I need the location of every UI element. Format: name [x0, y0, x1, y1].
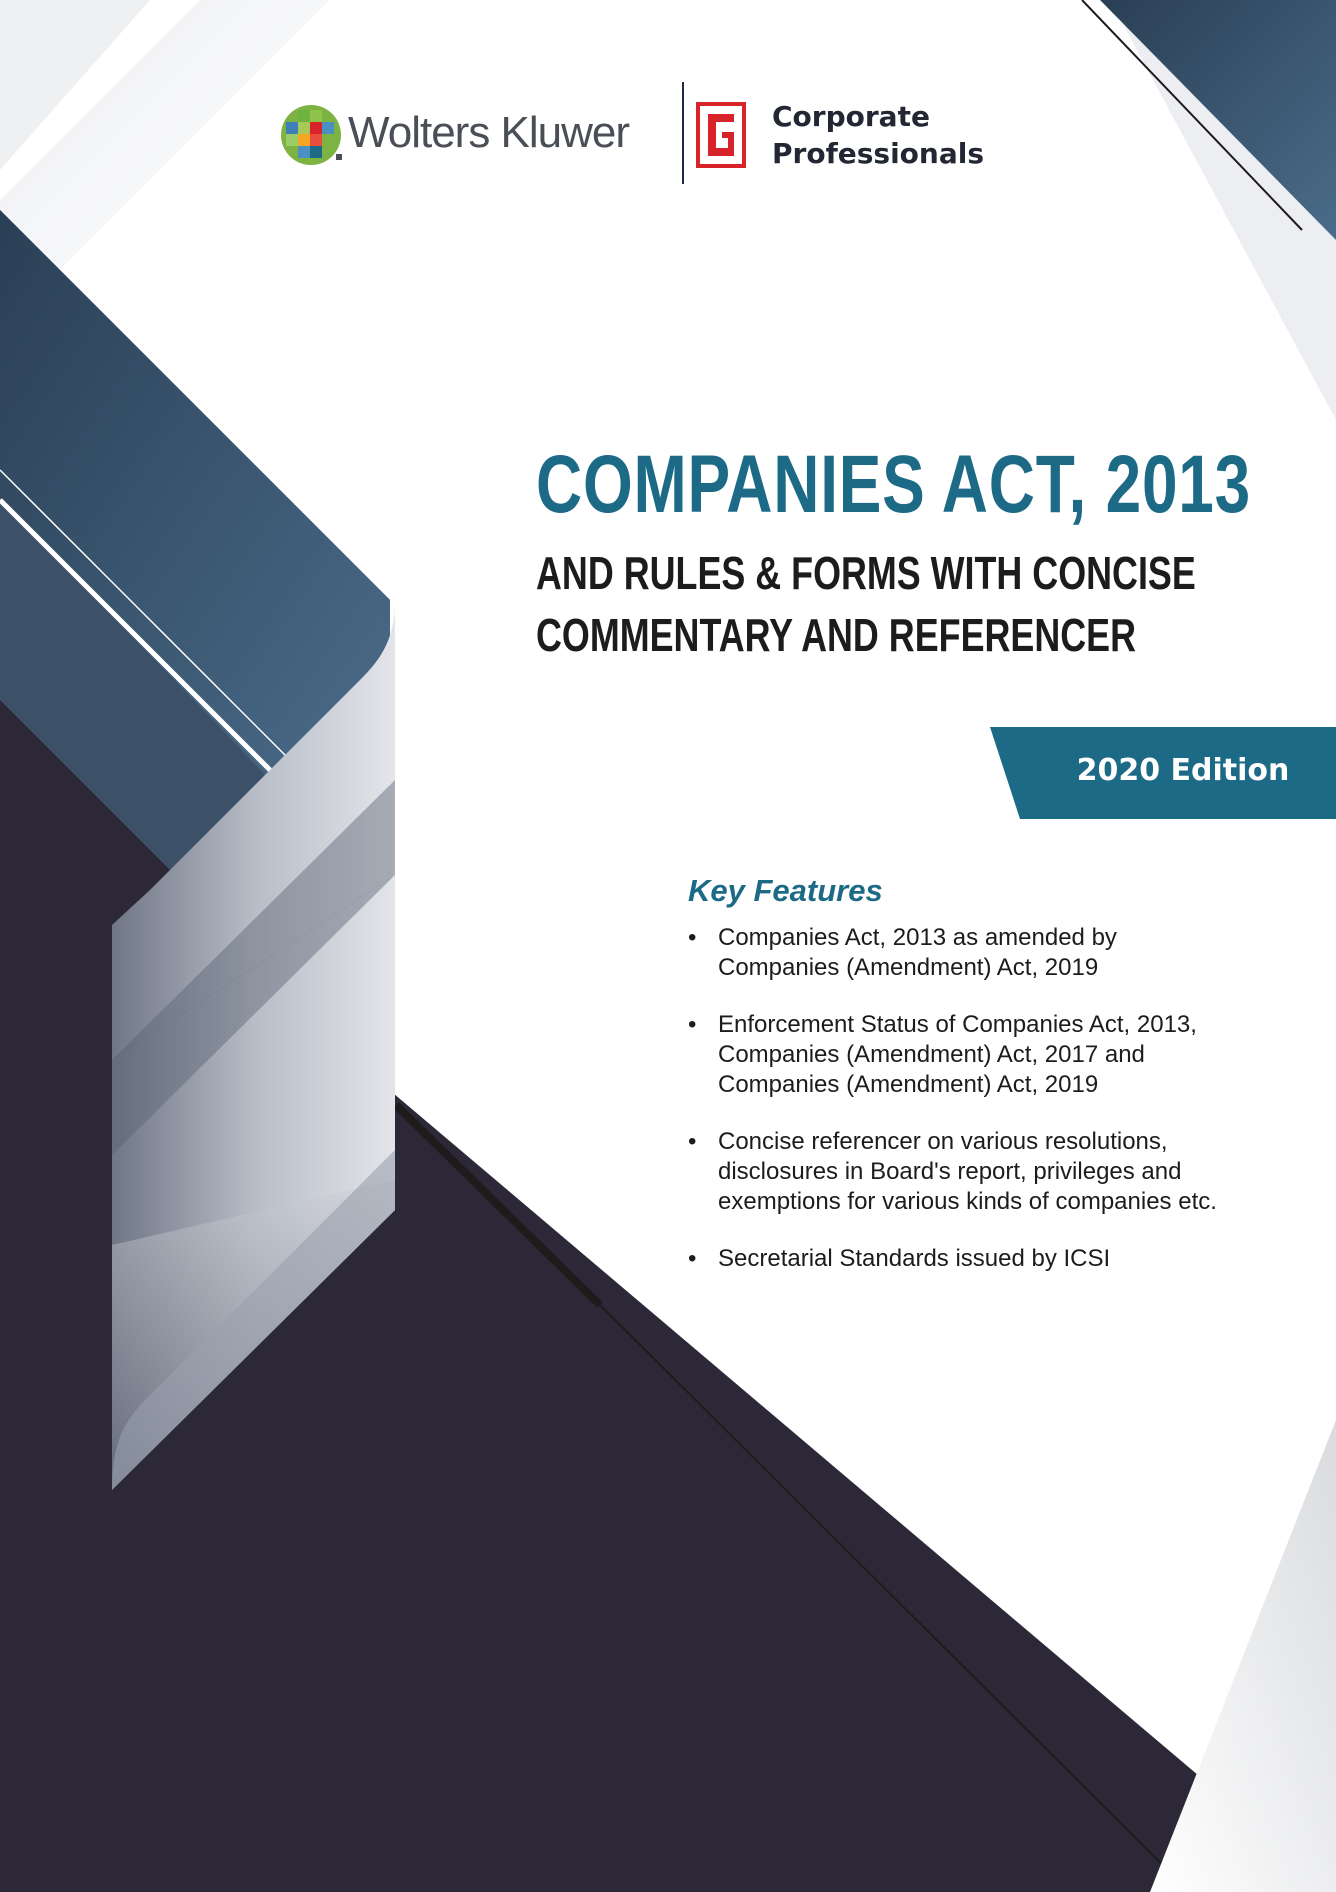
corporate-professionals-wordmark [772, 98, 984, 172]
wolters-kluwer-mosaic-icon [280, 104, 342, 166]
subtitle-line-1: AND RULES & FORMS WITH CONCISE [536, 547, 1196, 599]
feature-item [688, 923, 1288, 983]
bullet-icon: • [688, 1128, 697, 1155]
feature-line: disclosures in Board's report, privileges and [718, 1158, 1182, 1185]
key-features-list [688, 923, 1288, 1274]
logo-divider [682, 82, 684, 184]
bullet-icon: • [688, 1245, 697, 1272]
feature-line: Enforcement Status of Companies Act, 2013, [718, 1011, 1197, 1038]
feature-line: exemptions for various kinds of companies etc. [718, 1188, 1217, 1215]
key-features-heading: Key Features [688, 873, 883, 908]
feature-line: Secretarial Standards issued by ICSI [718, 1245, 1111, 1272]
feature-line: Companies (Amendment) Act, 2019 [718, 954, 1099, 981]
corporate-professionals-mark-icon [696, 102, 746, 168]
corporate-professionals-logo [696, 98, 1016, 172]
edition-label: 2020 Edition [1076, 753, 1290, 788]
feature-item [688, 1010, 1288, 1100]
book-subtitle [536, 542, 1238, 666]
feature-line: Companies Act, 2013 as amended by [718, 924, 1117, 951]
partner-name-line2: Professionals [772, 137, 984, 170]
wolters-kluwer-wordmark: Wolters Kluwer [348, 108, 630, 157]
book-title: COMPANIES ACT, 2013 [536, 439, 1252, 530]
bullet-icon: • [688, 924, 697, 951]
feature-item [688, 1127, 1288, 1217]
edition-banner [990, 727, 1336, 819]
wolters-kluwer-logo [280, 100, 680, 170]
feature-line: Concise referencer on various resolutions, [718, 1128, 1168, 1155]
feature-line: Companies (Amendment) Act, 2019 [718, 1071, 1099, 1098]
feature-item [688, 1244, 1288, 1274]
key-features-section [688, 873, 1288, 1301]
subtitle-line-2: COMMENTARY AND REFERENCER [536, 609, 1137, 661]
partner-name-line1: Corporate [772, 100, 930, 133]
feature-line: Companies (Amendment) Act, 2017 and [718, 1041, 1145, 1068]
bullet-icon: • [688, 1011, 697, 1038]
